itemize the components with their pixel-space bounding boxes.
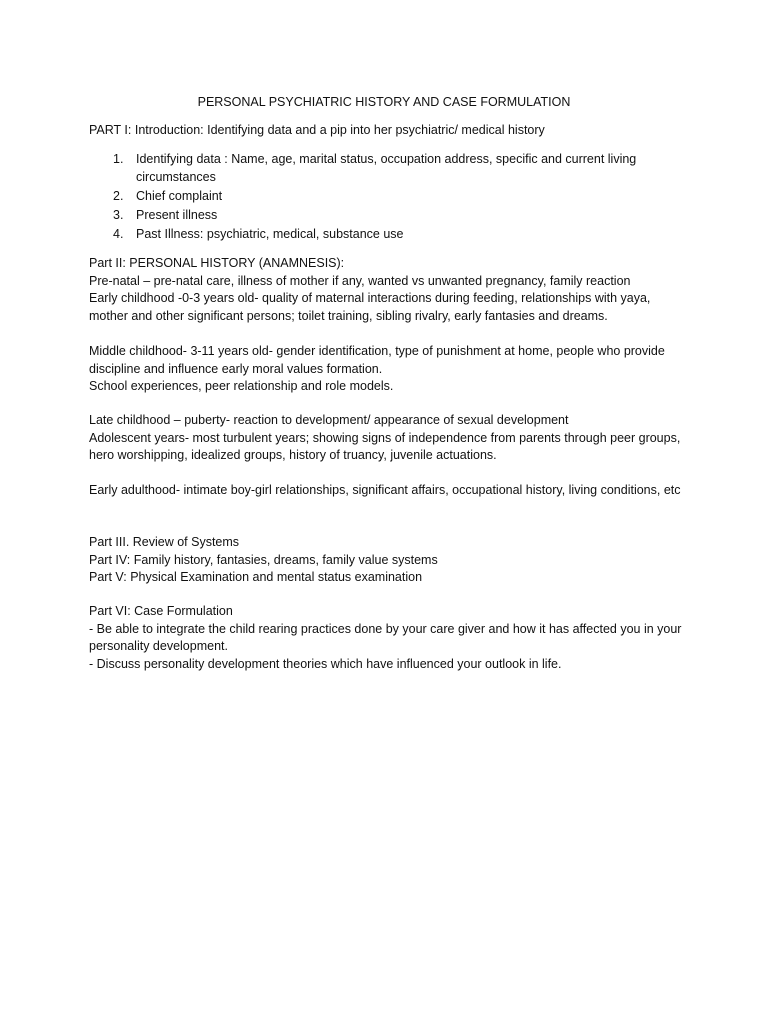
list-item-text: Present illness [136, 207, 218, 222]
late-childhood-section [89, 412, 684, 465]
part5-heading: Part V: Physical Examination and mental status examination [89, 570, 423, 584]
list-number: 3. [113, 207, 124, 222]
list-item-text: Past Illness: psychiatric, medical, substance use [136, 226, 404, 241]
part1-list [89, 151, 689, 245]
adolescent-paragraph: Adolescent years- most turbulent years; showing signs of independence from parents through peer groups, hero worshipping, idealized groups, history of truancy, juvenile actuations. [89, 430, 681, 462]
part2-section [89, 255, 684, 325]
part1-heading: PART I: Introduction: Identifying data and a pip into her psychiatric/ medical history [89, 123, 545, 137]
early-adulthood-section [89, 482, 684, 500]
middle-childhood-section [89, 343, 684, 396]
list-item [89, 226, 689, 244]
list-item-text: Chief complaint [136, 188, 223, 203]
list-number: 4. [113, 226, 124, 241]
list-item [89, 151, 689, 186]
part6-bullet-2: - Discuss personality development theories which have influenced your outlook in life. [89, 656, 562, 671]
early-adulthood-paragraph: Early adulthood- intimate boy-girl relationships, significant affairs, occupational history, living conditions, etc [89, 483, 681, 497]
prenatal-paragraph: Pre-natal – pre-natal care, illness of mother if any, wanted vs unwanted pregnancy, family reaction [89, 273, 631, 288]
part6-heading: Part VI: Case Formulation [89, 604, 233, 618]
part3-heading: Part III. Review of Systems [89, 535, 240, 549]
middle-childhood-paragraph: Middle childhood- 3-11 years old- gender identification, type of punishment at home, people who provide discipline and influence early moral values formation. [89, 344, 665, 376]
part4-heading: Part IV: Family history, fantasies, dreams, family value systems [89, 552, 438, 567]
list-item [89, 188, 689, 206]
school-paragraph: School experiences, peer relationship and role models. [89, 379, 394, 393]
part6-bullet-1: - Be able to integrate the child rearing practices done by your care giver and how it has affected you in your personality development. [89, 621, 682, 653]
list-item-text: Identifying data : Name, age, marital status, occupation address, specific and current living circumstances [136, 152, 637, 184]
parts-3-5-section [89, 534, 684, 587]
early-childhood-paragraph: Early childhood -0-3 years old- quality of maternal interactions during feeding, relationships with yaya, mother and other significant persons; toilet training, sibling rivalry, early fantasies and dreams. [89, 291, 651, 323]
list-number: 2. [113, 188, 124, 203]
part2-heading: Part II: PERSONAL HISTORY (ANAMNESIS): [89, 256, 345, 270]
late-childhood-paragraph: Late childhood – puberty- reaction to development/ appearance of sexual development [89, 413, 569, 427]
document-title: PERSONAL PSYCHIATRIC HISTORY AND CASE FORMULATION [197, 95, 571, 109]
list-item [89, 207, 689, 225]
part6-section [89, 603, 684, 673]
list-number: 1. [113, 152, 124, 166]
